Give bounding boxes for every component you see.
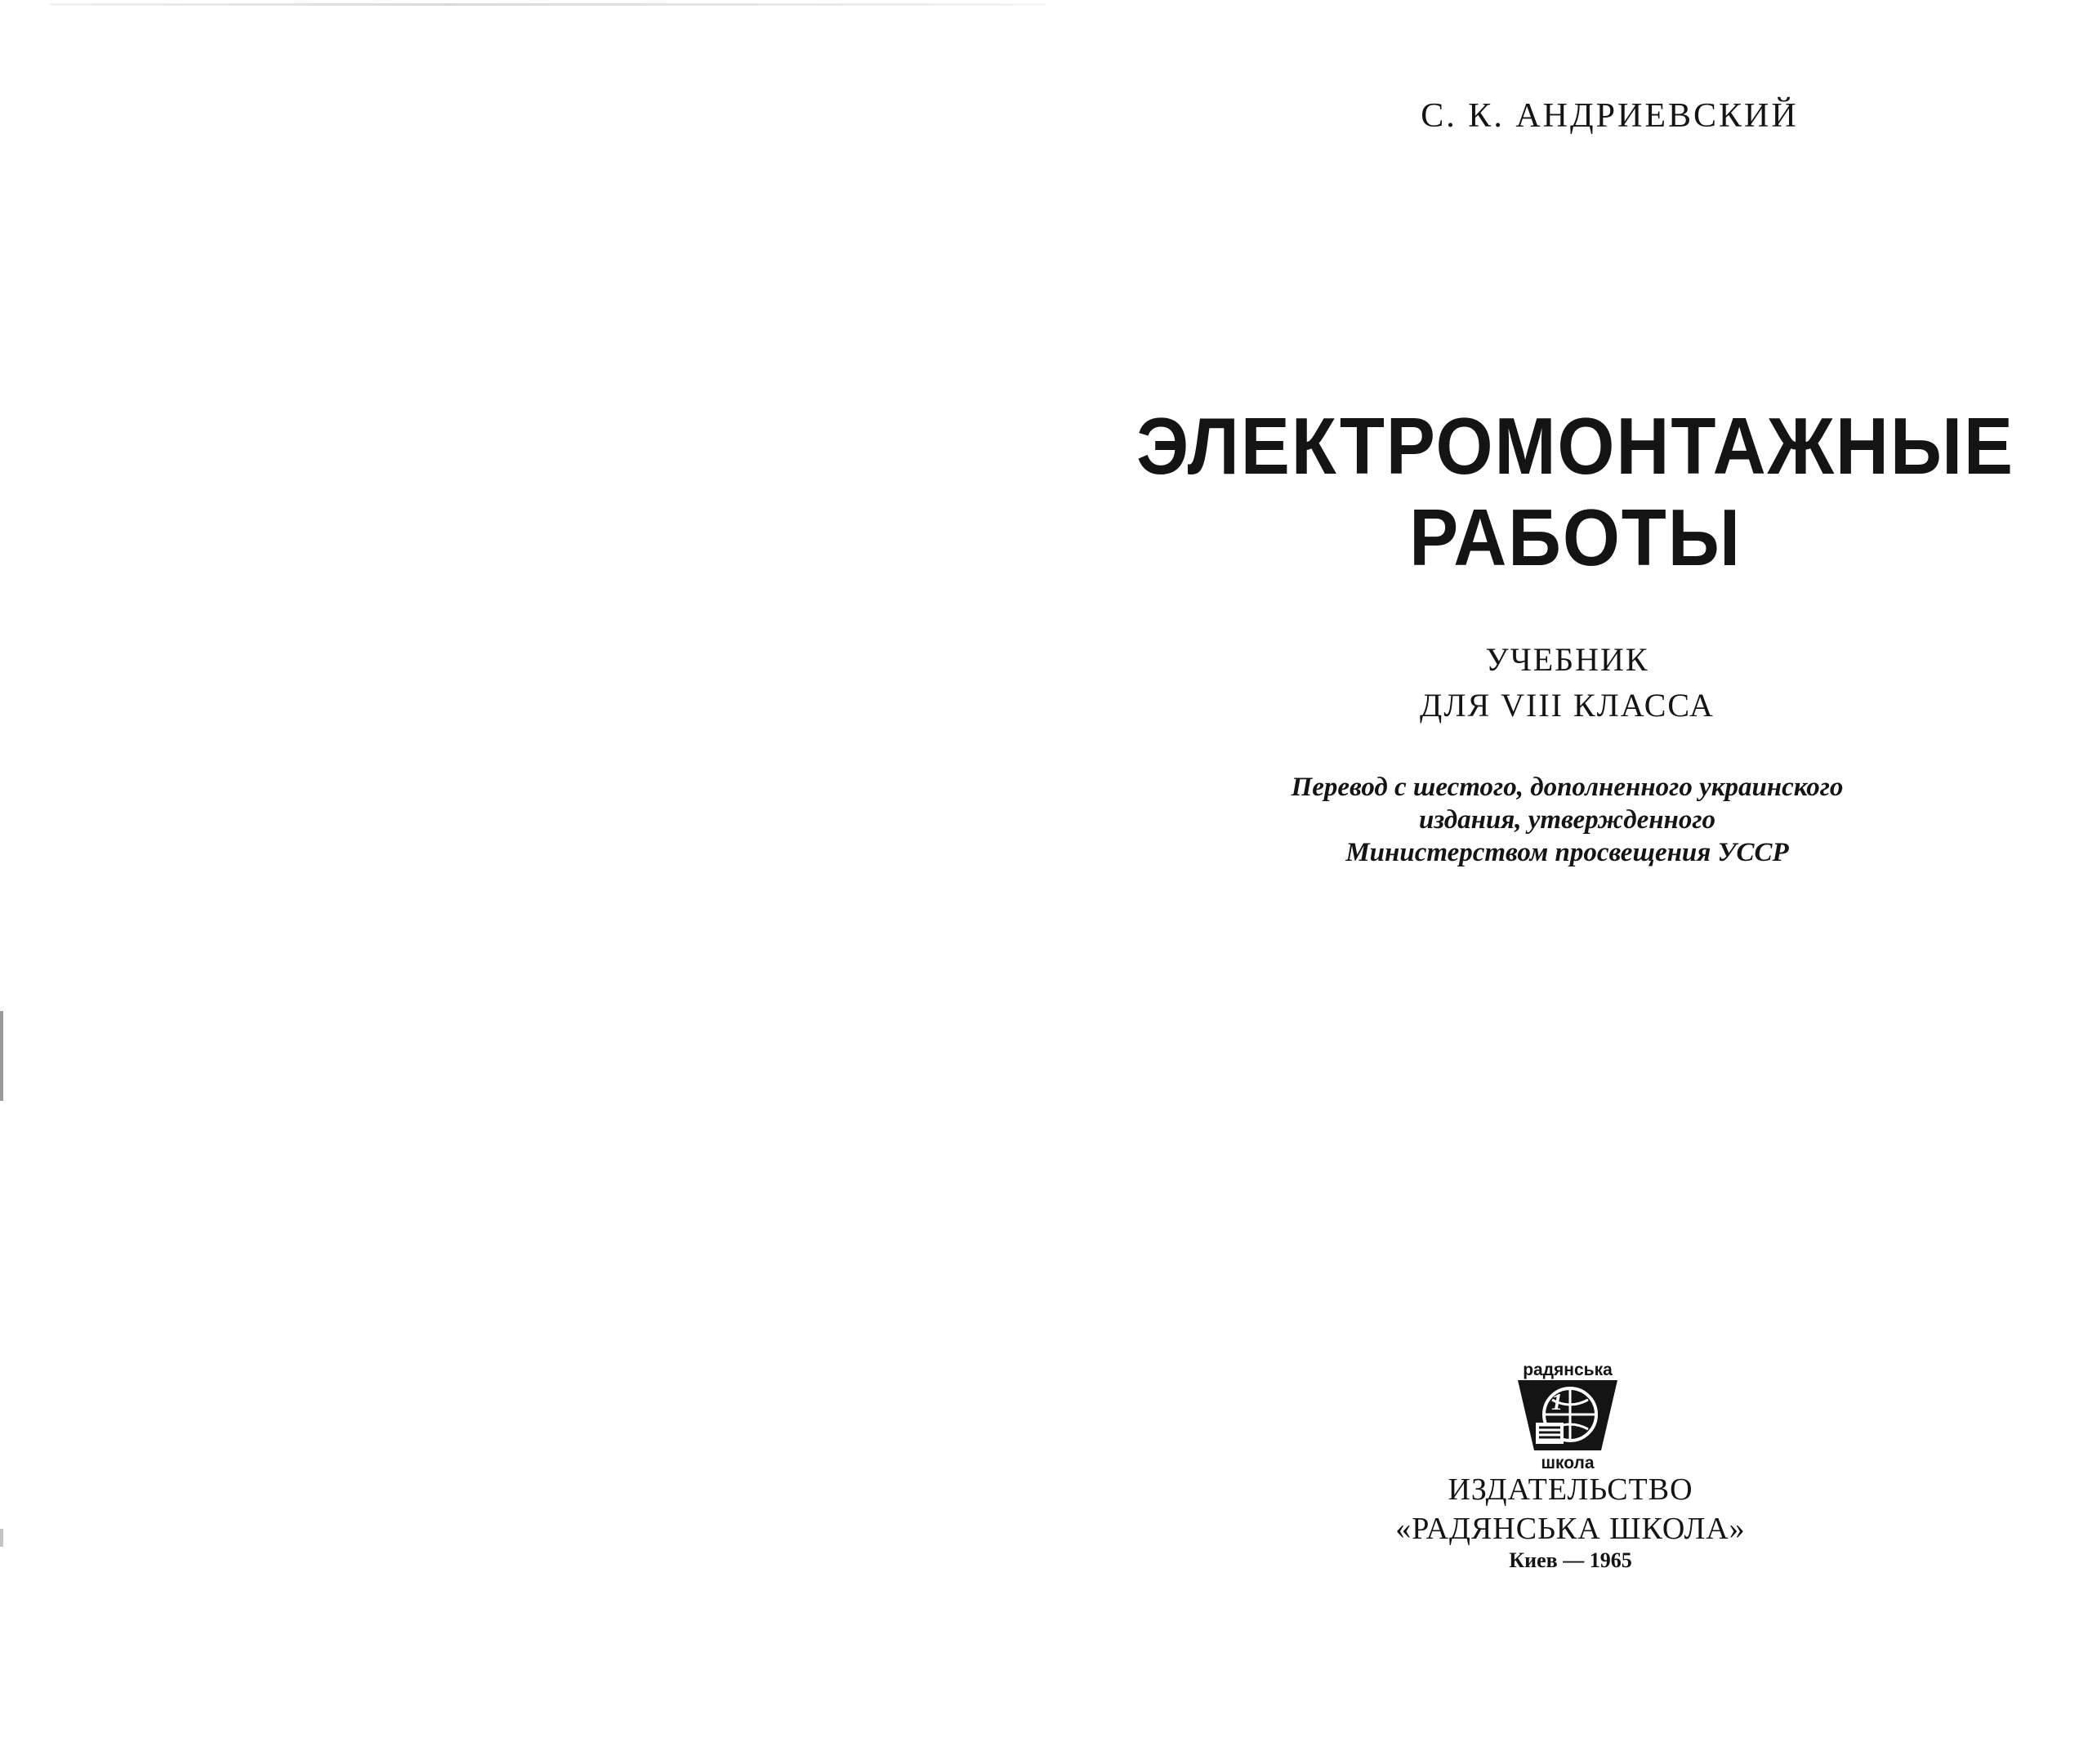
publisher-emblem-icon [1511,1359,1624,1473]
publisher-line: «РАДЯНСЬКА ШКОЛА» [1395,1512,1746,1546]
subtitle-line: ДЛЯ VIII КЛАССА [1420,687,1715,724]
book-title [1097,400,2054,583]
svg-text:1: 1 [1551,1390,1563,1415]
page-top-edge-shadow [49,3,1046,6]
translation-note-line: Министерством просвещения УССР [1345,838,1789,867]
book-subtitle [1047,637,2079,728]
book-title-line: ЭЛЕКТРОМОНТАЖНЫЕ [1136,401,2014,491]
scan-margin-mark [0,1011,3,1101]
emblem-bottom-text: школа [1541,1454,1595,1472]
translation-note-line: Перевод с шестого, дополненного украинского [1291,773,1844,802]
left-page-blank [0,0,1039,1764]
book-title-line: РАБОТЫ [1409,492,1742,582]
author-name: С. К. АНДРИЕВСКИЙ [1421,97,1799,135]
title-page [1039,0,2079,1764]
translation-note-line: издания, утвержденного [1418,805,1716,835]
emblem-top-text: радянська [1523,1361,1613,1379]
city-year: Киев — 1965 [1509,1548,1632,1572]
publisher-line: ИЗДАТЕЛЬСТВО [1448,1472,1693,1507]
publisher-name [1051,1470,2079,1548]
translation-note [1047,771,2079,869]
scan-margin-mark [0,1529,3,1547]
subtitle-line: УЧЕБНИК [1485,641,1649,678]
